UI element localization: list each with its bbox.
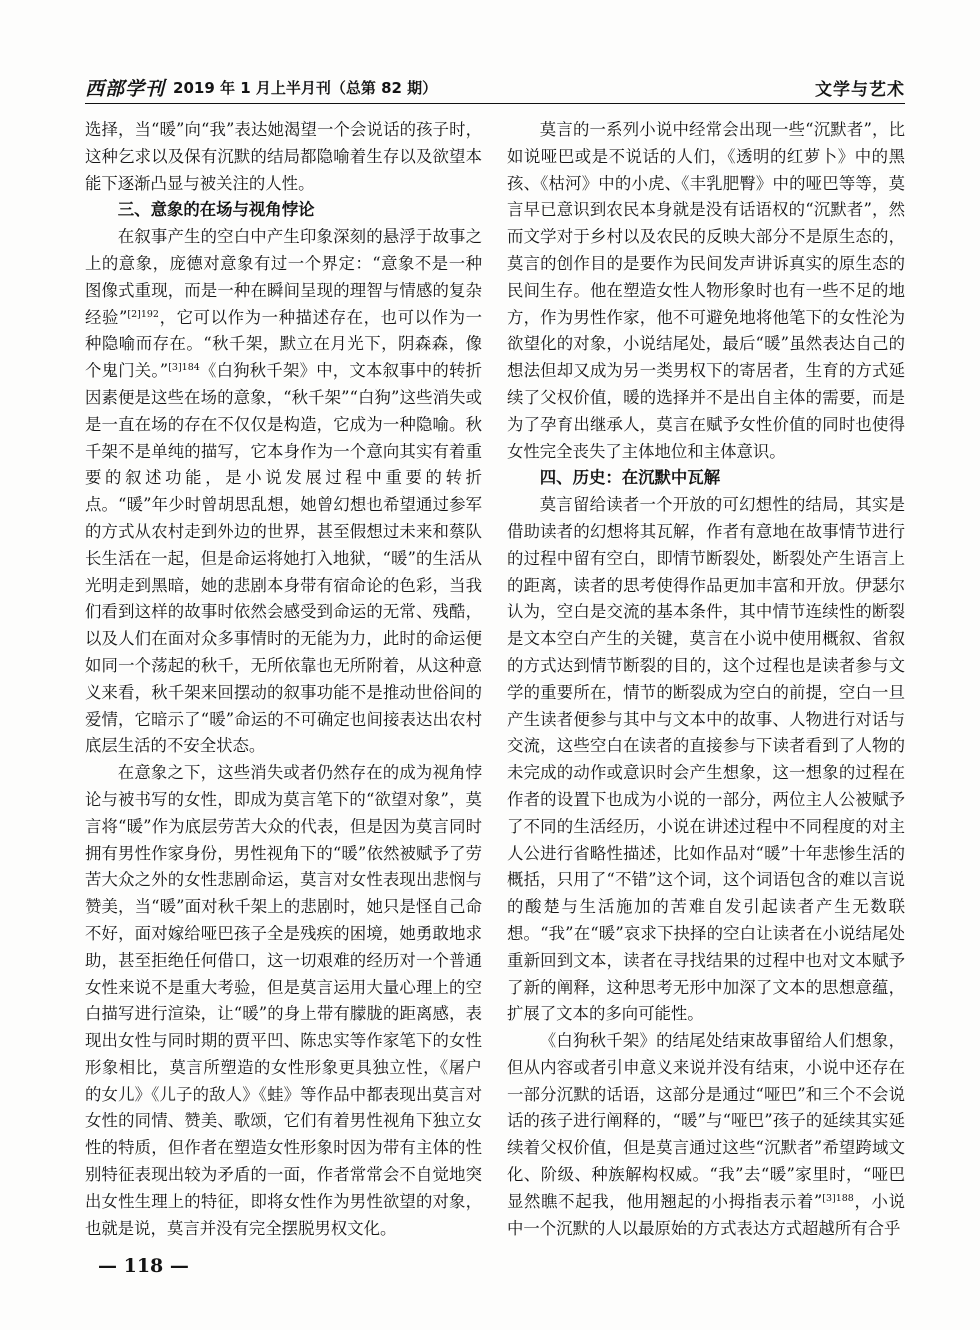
text-segment: ，小说中一个沉默的人以最原始的方式表达方式超越所有合乎: [507, 1191, 905, 1238]
header-left-group: [85, 74, 437, 101]
citation-superscript: [3]184: [168, 362, 200, 374]
section-heading-4: 四、历史：在沉默中瓦解: [539, 468, 721, 488]
text-segment: 《白狗秋千架》的结尾处结束故事留给人们想象，但从内容或者引申意义来说并没有结束，小说中还存在一部分沉默的话语，这部分是通过“哑巴”和三个不会说话的孩子进行阐释的，“暖”与“哑巴”孩子的延续其实延续着父权价值，但是莫言通过这些“沉默者”希望跨域文化、阶级、种族解构权威。“我”去“暖”家里时，“哑巴显然瞧不起我，他用翘起的小拇指表示着”: [507, 1031, 905, 1211]
page-number: — 118 —: [98, 1255, 189, 1277]
paragraph-open-ending: 莫言留给读者一个开放的可幻想性的结局，其实是借助读者的幻想将其瓦解，作者有意地在故事情节进行的过程中留有空白，即情节断裂处，断裂处产生语言上的距离，读者的思考使得作品更加丰富和开放。伊瑟尔认为，空白是交流的基本条件，其中情节连续性的断裂是文本空白产生的关键，莫言在小说中使用概叙、省叙的方式达到情节断裂的目的，这个过程也是读者参与文学的重要所在，情节的断裂成为空白的前提，空白一旦产生读者便参与其中与文本中的故事、人物进行对话与交流，这些空白在读者的直接参与下读者看到了人物的未完成的动作或意识时会产生想象，这一想象的过程在作者的设置下也成为小说的一部分，两位主人公被赋予了不同的生活经历，小说在讲述过程中不同程度的对主人公进行省略性描述，比如作品对“暖”十年悲惨生活的概括，只用了“不错”这个词，这个词语包含的难以言说的酸楚与生活施加的苦难自发引起读者产生无数联想。“我”在“暖”哀求下抉择的空白让读者在小说结尾处重新回到文本，读者在寻找结果的过程中也对文本赋予了新的阐释，这种思考无形中加深了文本的思想意蕴，扩展了文本的多向可能性。: [507, 495, 905, 1024]
citation-superscript: [3]188: [822, 1192, 854, 1204]
paragraph-continued: 选择，当“暖”向“我”表达她渴望一个会说话的孩子时，这种乞求以及保有沉默的结局都隐喻着生存以及欲望本能下逐渐凸显与被关注的人性。: [85, 120, 482, 193]
section-heading-3: 三、意象的在场与视角悖论: [117, 200, 315, 220]
text-segment: 《白狗秋千架》中，文本叙事中的转折因素便是这些在场的意象，“秋千架”“白狗”这些消失或是一直在场的存在不仅仅是构造，它成为一种隐喻。秋千架不是单纯的描写，它本身作为一个意向其实有着重要的叙述功能，是小说发展过程中重要的转折点。“暖”年少时曾胡思乱想，她曾幻想也希望通过参军的方式从农村走到外边的世界，甚至假想过未来和蔡队长生活在一起，但是命运将她打入地狱，“暖”的生活从光明走到黑暗，她的悲剧本身带有宿命论的色彩，当我们看到这样的故事时依然会感受到命运的无常、残酷，以及人们在面对众多事情时的无能为力，此时的命运便如同一个荡起的秋千，无所依靠也无所附着，从这种意义来看，秋千架来回摆动的叙事功能不是推动世俗间的爱情，它暗示了“暖”命运的不可确定也间接表达出农村底层生活的不安全状态。: [85, 361, 482, 756]
citation-superscript: [2]192: [127, 308, 159, 320]
text-segment: ，它可以作为一种描述存在，也可以作为一种隐喻而存在。“秋千架，默立在月光下，阴森森，像个鬼门关。”: [85, 307, 482, 381]
paragraph-perspective: 在意象之下，这些消失或者仍然存在的成为视角悖论与被书写的女性，即成为莫言笔下的“欲望对象”，莫言将“暖”作为底层劳苦大众的代表，但是因为莫言同时拥有男性作家身份，男性视角下的“暖”依然被赋予了劳苦大众之外的女性悲剧命运，莫言对女性表现出悲悯与赞美，当“暖”面对秋千架上的悲剧时，她只是怪自己命不好，面对嫁给哑巴孩子全是残疾的困境，她勇敢地求助，甚至拒绝任何借口，这一切艰难的经历对一个普通女性来说不是重大考验，但是莫言运用大量心理上的空白描写进行渲染，让“暖”的身上带有朦胧的距离感，表现出女性与同时期的贾平凹、陈忠实等作家笔下的女性形象相比，莫言所塑造的女性形象更具独立性，《屠户的女儿》《儿子的敌人》《蛙》等作品中都表现出莫言对女性的同情、赞美、歌颂，它们有着男性视角下独立女性的特质，但作者在塑造女性形象时因为带有主体的性别特征表现出较为矛盾的一面，作者常常会不自觉地突出女性生理上的特征，即将女性作为男性欲望的对象，也就是说，莫言并没有完全摆脱男权文化。: [85, 763, 482, 1238]
paragraph-silent-ones: 莫言的一系列小说中经常会出现一些“沉默者”，比如说哑巴或是不说话的人们，《透明的红萝卜》中的黑孩、《枯河》中的小虎、《丰乳肥臀》中的哑巴等等，莫言早已意识到农民本身就是没有话语权的“沉默者”，然而文学对于乡村以及农民的反映大部分不是原生态的，莫言的创作目的是要作为民间发声讲诉真实的原生态的民间生存。他在塑造女性人物形象时也有一些不足的地方，作为男性作家，他不可避免地将他笔下的女性沦为欲望化的对象，小说结尾处，最后“暖”虽然表达自己的想法但却又成为另一类男权下的寄居者，生育的方式延续了父权价值，暖的选择并不是出自主体的需要，而是为了孕育出继承人，莫言在赋予女性价值的同时也使得女性完全丧失了主体地位和主体意识。: [507, 120, 905, 461]
issue-info: 2019 年 1 月上半月刊（总第 82 期）: [173, 79, 438, 97]
left-column: [85, 117, 482, 1252]
paragraph-ending-analysis: [507, 1028, 905, 1242]
right-column: [507, 117, 905, 1252]
section-title: 文学与艺术: [815, 80, 905, 100]
running-header: [85, 72, 905, 104]
paragraph-imagery: [85, 224, 482, 760]
text-segment: 在叙事产生的空白中产生印象深刻的悬浮于故事之上的意象，庞德对意象有过一个界定：“意象不是一种图像式重现，而是一种在瞬间呈现的理智与情感的复杂经验”: [85, 227, 482, 327]
journal-logo: 西部学刊: [85, 78, 166, 100]
